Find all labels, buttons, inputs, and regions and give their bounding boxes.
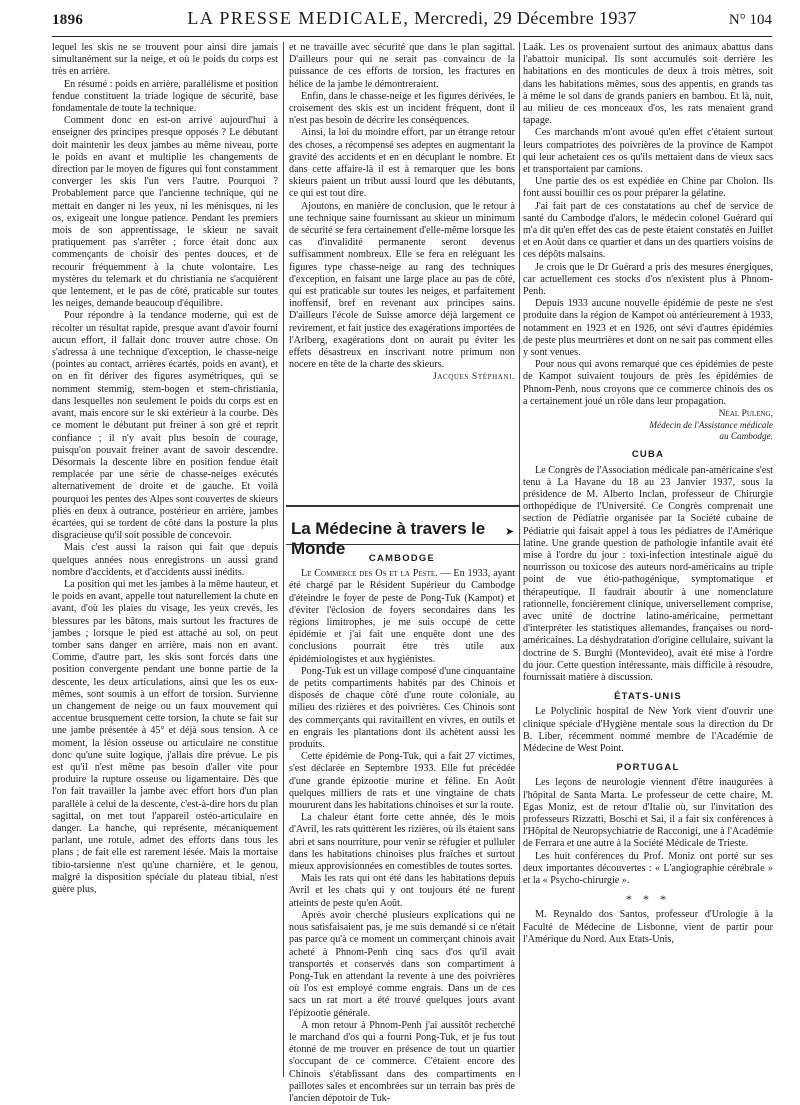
paragraph: Ajoutons, en manière de conclusion, que le retour à une technique saine fournissant au skieur un minimum de sécurité se fera certainement d'elle-même lorsque les cas d'invalidité permanente seront devenus suffisamment nombreux. Elle se fera en reléguant les figures type chasse-neige au rang des techniques d'exception, en faisant une large place au pas de côté, qui est praticable sur toutes les neiges, et parfaitement inoffensif, bref en revenant aux principes sains. D'ailleurs l'école de Suisse amorce déjà largement ce revirement, et fait justice des exagérations importées de l'Arlberg, exagérations dont on aurait pu éviter les effets désastreux en inscrivant notre primum non nocere en tête de la charte des skieurs.: [289, 200, 515, 371]
paragraph: Cette épidémie de Pong-Tuk, qui a fait 27 victimes, s'est déclarée en Septembre 1933. Elle fut précédée d'une grande épizootie murine et féline. En Août quelques milliers de rats et une vingtaine de chats moururent dans les habitations chinoises et sur la route.: [289, 751, 515, 812]
heading-cambodge: CAMBODGE: [368, 552, 436, 563]
author-affiliation: au Cambodge.: [719, 431, 773, 442]
paragraph: A mon retour à Phnom-Penh j'ai aussitôt recherché le marchand d'os qui a fourni Pong-Tuk, et je fus tout étonné de me trouver en présence de tout un quartier s'occupant de ce commerce. C'étaient encore des Chinois s'établissant dans des compartiments en paillotes sales et encombrées sur un terrain bas près de l'ancien dépotoir de Tuk-: [289, 1019, 515, 1104]
paragraph-summary: En résumé : poids en arrière, parallélisme et position fendue constituent la triade logique de sécurité, base fondamentale de toute la technique.: [52, 78, 278, 115]
paragraph: Je crois que le Dr Guérard a pris des mesures énergiques, car actuellement ces stocks d'os n'existent plus à Phnom-Penh.: [523, 261, 773, 298]
author-signature: Néal Puleng,: [718, 408, 773, 420]
issue-number: N° 104: [728, 12, 772, 28]
paragraph: Ainsi, la loi du moindre effort, par un étrange retour des choses, a récompensé ses adeptes en augmentant la gravité des accidents et en en décuplant le nombre. Et dans cette affaire-là il est à remarquer que les bons skieurs paient un tribut aussi lourd que les débutants, ce qui est tout dire.: [289, 127, 515, 200]
paragraph: Le Congrès de l'Association médicale pan-américaine s'est tenu à La Havane du 18 au 23 Janvier 1937, sous la présidence de M. Alberto Inclan, professeur de Chirurgie orthopédique de l'Université. Ce Congrès comprenait une section de Pédiatrie organisée par la Société cubaine de Pédiatrie qui faisait appel à tous les pédiatres de l'Amérique latine. Une grande question de pathologie infantile avait été mise à l'ordre du jour : toxi-infection intestinale aiguë du nourrisson ou toxicose des auteurs nord-américains au triple point de vue étio-pathogénique, symptomatique et thérapeutique. Il faudrait aboutir à une nomenclature rationnelle, foncièrement clinique, universellement comprise, avec unité de doctrine latino-américaine, permettant d'interpréter les statistiques allemandes, françaises ou nord-américaines. La déshydratation d'origine cellulaire, suivant la doctrine de S. Burghi (Montevideo), avait été mise à l'ordre du jour. Cette question intéressante, mais difficile à résoudre, fournissait matière à discussion.: [523, 464, 773, 683]
ornament-icon: ➤: [505, 526, 515, 538]
paragraph: Comment donc en est-on arrivé aujourd'hui à enseigner des principes presque opposés ? Le débutant doit maintenir les deux jambes au même niveau, porte le poids en avant et multiplie les changements de direction par le moyen de figures qui font constamment converger les skis l'un vers l'autre. Pourquoi ? Probablement parce que l'ancienne technique, qui ne mettait en danger ni les yeux, ni les ménisques, ni les os, exigeait une longue patience. Pendant les premiers mois de son apprentissage, le skieur ne savait pratiquement pas s'arrêter ; force était donc aux commençants de choisir des pentes douces, et de recourir fréquemment à la chute volontaire. Les mystères du telemark et du christiania ne s'acquièrent que lentement, et le pas de côté, praticable sur toutes les neiges, demande beaucoup d'équilibre.: [52, 115, 278, 310]
section-title: La Médecine à travers le Monde: [291, 519, 486, 558]
paragraph: Pong-Tuk est un village composé d'une cinquantaine de petits compartiments habités par des Chinois et disposés de chaque côté d'une route coloniale, au milieu des rizières et des poivrières. Ces Chinois sont des commerçants qui ravitaillent en vivres, en outils et en engrais les plantations dont ils achètent aussi les produits.: [289, 665, 515, 751]
paragraph: M. Reynaldo dos Santos, professeur d'Urologie à la Faculté de Médecine de Lisbonne, vient de partir pour l'Amérique du Nord. Aux Etats-Unis,: [523, 909, 773, 945]
journal-title-line: [52, 8, 772, 29]
paragraph: Laák. Les os provenaient surtout des animaux abattus dans l'abattoir municipal. Ils sont accumulés soit derrière les habitations en des monticules de deux à trois mètres, soit dans les habitations mêmes, sous des appentis, en grands tas à même le sol dans de grands paniers en bambou. Et là, nuit, au milieu de ces monceaux d'os, les rats menaient grand tapage.: [523, 42, 773, 127]
paragraph: Une partie des os est expédiée en Chine par Cholon. Ils font aussi bouillir ces os pour préparer la gélatine.: [523, 176, 773, 200]
heading-cuba: CUBA: [631, 448, 665, 460]
paragraph: Le Polyclinic hospital de New York vient d'ouvrir une clinique spéciale d'Hygiène mentale sous la direction du Dr B. Liber, récemment nommé membre de l'Académie de Médecine de West Point.: [523, 706, 773, 754]
column-2-top: [289, 42, 515, 492]
paragraph: Pour nous qui avons remarqué que ces épidémies de peste de Kampot suivaient toujours de près les épidémies de Phnom-Penh, nous croyons que ce commerce chinois des os a certainement joué un rôle dans leur propagation.: [523, 359, 773, 407]
paragraph: La position qui met les jambes à la même hauteur, et le poids en avant, appelle tout naturellement la chute en avant, d'où les plaies du visage, les yeux crevés, les blessures par les bâtons, mais surtout les fractures de jambes ; lorsque le pied est attaché au sol, on peut tomber sans danger en arrière, mais non en avant. Comme, d'autre part, les skis sont forcés dans une position convergente pendant une bonne partie de la descente, les deux articulations, ainsi que les os eux-mêmes, sont soumis à un effort de torsion. Survienne un changement de neige ou un faux mouvement qui accentue brusquement cette torsion, la chute se fait sur une jambe présentée à 45° et déjà sous tension. A ce moment, la lésion osseuse ou articulaire ne constitue donc qu'une suite logique, j'allais dire prévue. Le pis est qu'il n'est même pas besoin d'aller vite pour produire la rupture osseuse ou ligamentaire. Dès que l'on fait travailler la jambe avec effort hors d'un plan parallèle à celui de la descente, c'est-à-dire hors du plan sagittal, on met tout l'appareil ostéo-articulaire en danger. La hanche, qui représente, mécaniquement parlant, une rotule, admet des efforts dans tous les plans ; de fait elle est rarement lésée. Mais la mortaise tibio-tarsienne n'est qu'une charnière, et le genou, malgré la disposition spéciale du plateau tibial, n'est guère plus,: [52, 578, 278, 896]
section-rule-top: [286, 505, 520, 507]
column-divider-2: [519, 42, 520, 1077]
paragraph: Mais c'est aussi la raison qui fait que depuis quelques années nous enregistrons un aussi grand nombre d'accidents, et d'accidents aussi inédits.: [52, 542, 278, 578]
page-header: [52, 8, 772, 34]
paragraph: Pour répondre à la tendance moderne, qui est de récolter un résultat rapide, presque avant d'avoir fourni aucun effort, il fallait donc trouver autre chose. On s'adressa à une technique d'exception, le chasse-neige (pointes au contact, arrières écartés, poids en avant), et on en fit dériver des figures asymétriques, qui se nomment stemmig, stem-bogen et stem-christiania, dans lesquelles non seulement le poids du corps est en avant, mais encore sur le ski extérieur à la courbe. Dès ce moment le débutant put freiner à son gré et reprit confiance ; il n'y avait plus besoin de courage, puisqu'on pouvait freiner avant de savoir descendre. Désormais la descente libre en position fendue était remplacée par une série de chasse-neiges exécutés alternativement de droite et de gauche. Et voilà pourquoi les pentes des Alpes sont couvertes de skieurs pliés en deux à outrance, postérieur en arrière, jambes écartées, qui se tordent de côté dans la posture la plus disgracieuse qu'il soit possible de concevoir.: [52, 310, 278, 542]
section-rule-bottom: [286, 544, 520, 545]
column-1: [52, 42, 278, 1077]
page-number: 1896: [52, 12, 84, 28]
column-divider-1: [283, 42, 284, 1077]
header-rule: [52, 36, 772, 37]
lead-title: Le Commerce des Os et la Peste.: [301, 568, 438, 580]
paragraph: Les leçons de neurologie viennent d'être inaugurées à l'hôpital de Santa Marta. Le professeur de cette chaire, M. Egas Moniz, est de retour d'Italie où, sur l'invitation des professeurs Rizzatti, Boschi et Sai, il a fait six conférences à l'Hôpital de Neuropsychiatrie de Racconigi, une à l'Académie de Ferrara et une autre à la Société Médicale de Trieste.: [523, 777, 773, 850]
journal-name: LA PRESSE MEDICALE,: [187, 8, 410, 28]
paragraph: La chaleur étant forte cette année, dès le mois d'Avril, les rats quittèrent les rizières, où ils étaient sans abri et sans nourriture, pour venir se réfugier et pulluler dans les habitations chinoises plus fraîches et surtout mieux approvisionnées en comestibles de toutes sortes.: [289, 812, 515, 873]
column-3: [523, 42, 773, 1077]
paragraph: Après avoir cherché plusieurs explications qui ne nous satisfaisaient pas, je me suis demandé si ce n'était pas parce qu'à ce moment un commerçant chinois avait acheté à Phnom-Penh cinq sacs d'os qu'il avait transportés et conservés dans son compartiment à Pong-Tuk en attendant la revente à une des poivrières où l'os est employé comme engrais. Dans un de ces sacs un rat mort a été trouvé quelques jours avant l'épizootie générale.: [289, 909, 515, 1019]
author-affiliation: Médecin de l'Assistance médicale: [649, 420, 773, 431]
paragraph: Ces marchands m'ont avoué qu'en effet c'étaient surtout leurs compatriotes des poivrières de la province de Kampot qui leur achetaient ces os qu'ils mettaient dans de vieux sacs et transportaient par camions.: [523, 127, 773, 176]
paragraph: et ne travaille avec sécurité que dans le plan sagittal. D'ailleurs pour qui ne serait pas convaincu de la puissance de ces efforts de torsion, les fractures en hélice de la jambe le démontreraient.: [289, 42, 515, 90]
paragraph-lead: [289, 568, 515, 666]
issue-date: Mercredi, 29 Décembre 1937: [414, 8, 637, 28]
heading-etats-unis: ÉTATS-UNIS: [614, 690, 682, 702]
paragraph: J'ai fait part de ces constatations au chef de service de santé du Cambodge d'alors, le médecin colonel Guérard qui m'a dit qu'en effet des cas de peste étaient constatés en Juillet et en Août dans ce quartier et dans un des quartiers voisins de ces dépôts malsains.: [523, 200, 773, 261]
asterism-divider: * * *: [626, 892, 670, 907]
author-signature: Jacques Stéphani.: [432, 371, 515, 383]
heading-portugal: PORTUGAL: [616, 761, 680, 773]
lead-text: — En 1933, ayant été chargé par le Résident Supérieur du Cambodge d'éteindre le foyer de peste de Pong-Tuk (Kampot) et d'éviter l'éclosion de foyers secondaires dans les régions limitrophes, je me suis occupé de cette épidémie et j'ai fait une enquête dont une des conclusions pourrait être très utile aux épidémiologistes et aux hygiénistes.: [289, 568, 515, 665]
paragraph: Depuis 1933 aucune nouvelle épidémie de peste ne s'est produite dans la région de Kampot où antérieurement à 1933, notamment en 1923 et en 1926, ont sévi d'autres épidémies de peste plus meurtrières et dont on ne sait pas comment elles y sont venues.: [523, 298, 773, 359]
paragraph: lequel les skis ne se trouvent pour ainsi dire jamais simultanément sur la neige, et où le poids du corps est très en arrière.: [52, 42, 278, 78]
paragraph: Les huit conférences du Prof. Moniz ont porté sur ses deux importantes découvertes : « L'angiographie cérébrale » et la « Psycho-chirurgie ».: [523, 850, 773, 886]
paragraph: Enfin, dans le chasse-neige et les figures dérivées, le croisement des skis est un incident fréquent, dont il n'est pas besoin de décrire les conséquences.: [289, 90, 515, 127]
column-2-bottom: [289, 546, 515, 1104]
paragraph: Mais les rats qui ont été dans les habitations depuis Avril et les chats qui y ont toujours été ne furent atteints de peste qu'en Août.: [289, 873, 515, 909]
